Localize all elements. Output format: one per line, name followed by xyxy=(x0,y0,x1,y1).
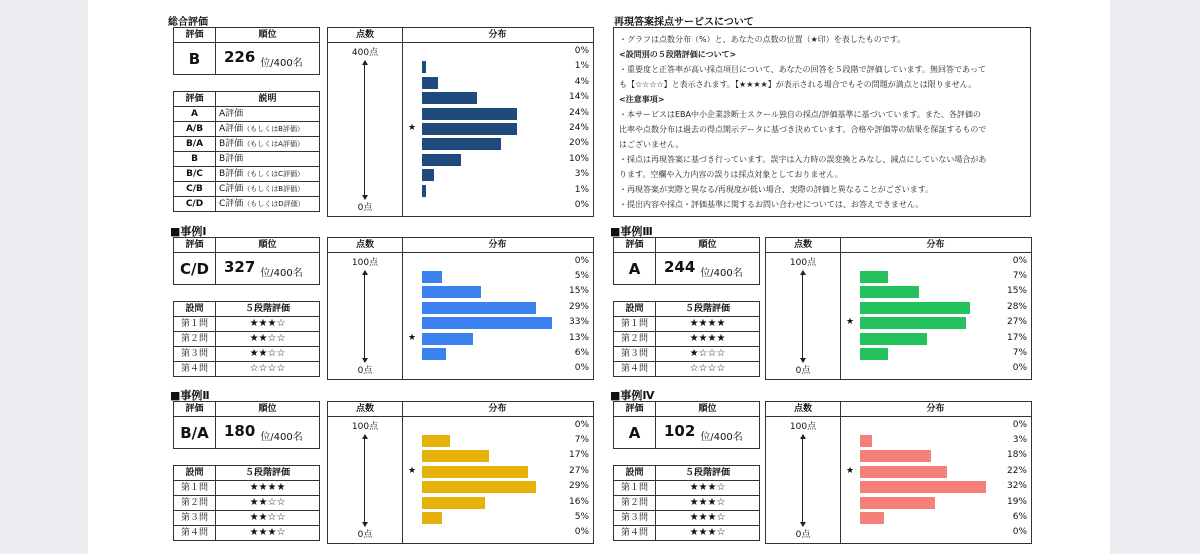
case-rank: 180 xyxy=(224,422,256,440)
grade-header: 評価 xyxy=(174,402,216,417)
score-header: 点数 xyxy=(328,238,402,253)
percent-label: 4% xyxy=(574,76,589,87)
score-axis-arrow xyxy=(802,271,803,362)
percent-label: 15% xyxy=(1006,286,1027,297)
question-header: 設問 xyxy=(174,466,216,481)
percent-label: 0% xyxy=(1012,363,1027,374)
percent-label: 3% xyxy=(1012,435,1027,446)
distribution-bar xyxy=(422,61,426,73)
distribution-bar xyxy=(422,286,481,298)
report-sheet xyxy=(88,0,1110,554)
distribution-bar xyxy=(860,333,927,345)
case-heading: ■事例Ⅱ xyxy=(170,389,210,402)
grade-legend-table xyxy=(173,91,320,212)
percent-label: 28% xyxy=(1006,301,1027,312)
your-score-marker: ★ xyxy=(846,317,855,328)
note-line: ります。空欄や入力内容の誤りは採点対象としておりません。 xyxy=(619,170,843,179)
question-stars: ☆☆☆☆ xyxy=(656,362,760,377)
case-grade-table xyxy=(173,401,320,449)
case-distribution-panel xyxy=(765,401,1032,544)
rank-header: 順位 xyxy=(216,402,320,417)
legend-desc: B評価（もしくはA評価） xyxy=(216,137,320,152)
question-header: 設問 xyxy=(614,302,656,317)
axis-bottom-label: 0点 xyxy=(795,530,811,540)
case-grade-table xyxy=(173,237,320,285)
axis-bottom-label: 0点 xyxy=(357,366,373,376)
legend-grade: B/C xyxy=(174,167,216,182)
distribution-bar xyxy=(422,466,528,478)
percent-label: 0% xyxy=(574,527,589,538)
legend-grade: A/B xyxy=(174,122,216,137)
distribution-bar xyxy=(422,92,477,104)
rating-header: ５段階評価 xyxy=(216,302,320,317)
distribution-header: 分布 xyxy=(840,238,1031,253)
distribution-header: 分布 xyxy=(402,402,593,417)
distribution-bar xyxy=(422,450,489,462)
question-stars: ★★★☆ xyxy=(216,526,320,541)
case-rank-cell xyxy=(656,253,760,285)
case-distribution-panel xyxy=(327,401,594,544)
rank-header: 順位 xyxy=(656,238,760,253)
percent-label: 24% xyxy=(568,123,589,133)
distribution-bar xyxy=(860,317,966,329)
distribution-bar xyxy=(422,169,434,181)
case-heading: ■事例Ⅲ xyxy=(610,225,653,238)
percent-label: 24% xyxy=(568,107,589,118)
distribution-bar xyxy=(860,497,935,509)
score-header: 点数 xyxy=(766,238,840,253)
rating-header: ５段階評価 xyxy=(656,302,760,317)
question-label: 第２問 xyxy=(174,332,216,347)
case-heading: ■事例Ⅰ xyxy=(170,225,207,238)
case-rank-suffix: 位/400名 xyxy=(260,268,303,279)
legend-desc: B評価 xyxy=(216,152,320,167)
question-label: 第４問 xyxy=(174,362,216,377)
distribution-bar xyxy=(422,108,517,120)
distribution-bar xyxy=(422,435,450,447)
legend-desc: C評価（もしくはD評価） xyxy=(216,197,320,212)
score-axis-arrow xyxy=(364,271,365,362)
question-stars: ★★☆☆ xyxy=(216,332,320,347)
percent-label: 0% xyxy=(574,255,589,266)
percent-label: 17% xyxy=(1006,332,1027,343)
case-rank: 327 xyxy=(224,258,256,276)
overall-rank: 226 xyxy=(224,48,256,66)
score-axis-arrow xyxy=(802,435,803,526)
percent-label: 0% xyxy=(1012,527,1027,538)
overall-distribution-panel xyxy=(327,27,594,217)
distribution-bar xyxy=(422,185,426,197)
question-stars: ★★★☆ xyxy=(656,481,760,496)
score-header: 点数 xyxy=(328,402,402,417)
grade-header: 評価 xyxy=(614,402,656,417)
grade-header: 評価 xyxy=(174,238,216,253)
percent-label: 0% xyxy=(1012,255,1027,266)
distribution-bar xyxy=(422,497,485,509)
question-label: 第１問 xyxy=(614,481,656,496)
question-stars: ★★★☆ xyxy=(656,526,760,541)
case-rank-cell xyxy=(216,253,320,285)
overall-grade: B xyxy=(174,43,216,75)
score-header: 点数 xyxy=(766,402,840,417)
overall-grade-table xyxy=(173,27,320,75)
question-label: 第２問 xyxy=(174,496,216,511)
percent-label: 1% xyxy=(574,184,589,195)
question-label: 第４問 xyxy=(614,526,656,541)
distribution-bar xyxy=(422,77,438,89)
legend-grade: C/D xyxy=(174,197,216,212)
case-distribution-panel xyxy=(765,237,1032,380)
distribution-bar xyxy=(422,333,473,345)
legend-grade: B/A xyxy=(174,137,216,152)
question-label: 第１問 xyxy=(174,481,216,496)
distribution-header: 分布 xyxy=(840,402,1031,417)
question-label: 第４問 xyxy=(174,526,216,541)
notes-box xyxy=(613,27,1031,217)
distribution-bar xyxy=(860,302,970,314)
percent-label: 19% xyxy=(1006,496,1027,507)
question-rating-table xyxy=(173,465,320,541)
axis-bottom-label: 0点 xyxy=(357,203,373,213)
legend-desc: C評価（もしくはB評価） xyxy=(216,182,320,197)
case-rank: 102 xyxy=(664,422,696,440)
rank-header: 順位 xyxy=(216,238,320,253)
percent-label: 0% xyxy=(574,200,589,211)
panel-divider xyxy=(402,28,403,216)
case-grade: A xyxy=(614,417,656,449)
axis-top-label: 100点 xyxy=(789,258,817,268)
distribution-bar xyxy=(860,286,919,298)
case-grade: B/A xyxy=(174,417,216,449)
distribution-bar xyxy=(422,348,446,360)
percent-label: 18% xyxy=(1006,450,1027,461)
case-grade-table xyxy=(613,401,760,449)
note-line: <設問別の５段階評価について> xyxy=(619,50,737,59)
distribution-bar xyxy=(860,466,947,478)
axis-top-label: 100点 xyxy=(789,422,817,432)
case-grade-table xyxy=(613,237,760,285)
percent-label: 10% xyxy=(568,153,589,164)
your-score-marker: ★ xyxy=(408,465,417,476)
axis-bottom-label: 0点 xyxy=(357,530,373,540)
case-rank: 244 xyxy=(664,258,696,276)
rating-header: ５段階評価 xyxy=(656,466,760,481)
distribution-bar xyxy=(422,512,442,524)
note-line: 比率や点数分布は過去の得点開示データに基づき決めています。合格や評価等の結果を保証するもので xyxy=(619,125,987,134)
case-grade: C/D xyxy=(174,253,216,285)
overall-rank-cell xyxy=(216,43,320,75)
note-line: ・提出内容や採点・評価基準に関するお問い合わせについては、お答えできません。 xyxy=(619,200,924,209)
distribution-header: 分布 xyxy=(402,28,593,43)
score-header: 点数 xyxy=(328,28,402,43)
percent-label: 22% xyxy=(1006,465,1027,476)
case-rank-suffix: 位/400名 xyxy=(260,432,303,443)
question-stars: ★★☆☆ xyxy=(216,511,320,526)
distribution-bar xyxy=(860,512,884,524)
percent-label: 33% xyxy=(568,317,589,328)
question-label: 第２問 xyxy=(614,332,656,347)
percent-label: 32% xyxy=(1006,481,1027,492)
distribution-bar xyxy=(422,138,501,150)
percent-label: 29% xyxy=(568,301,589,312)
distribution-bar xyxy=(422,271,442,283)
percent-label: 6% xyxy=(574,347,589,358)
axis-bottom-label: 0点 xyxy=(795,366,811,376)
case-rank-cell xyxy=(216,417,320,449)
question-stars: ★★★★ xyxy=(216,481,320,496)
question-rating-table xyxy=(613,301,760,377)
grade-header: 評価 xyxy=(614,238,656,253)
distribution-bar xyxy=(422,481,536,493)
question-label: 第３問 xyxy=(614,347,656,362)
percent-label: 27% xyxy=(568,465,589,476)
question-stars: ★★★★ xyxy=(656,317,760,332)
percent-label: 29% xyxy=(568,481,589,492)
question-stars: ☆☆☆☆ xyxy=(216,362,320,377)
distribution-bar xyxy=(422,317,552,329)
percent-label: 5% xyxy=(574,511,589,522)
question-rating-table xyxy=(613,465,760,541)
question-label: 第３問 xyxy=(174,347,216,362)
legend-desc: A評価 xyxy=(216,107,320,122)
rank-header: 順位 xyxy=(216,28,320,43)
rating-header: ５段階評価 xyxy=(216,466,320,481)
question-stars: ★★★☆ xyxy=(216,317,320,332)
case-grade: A xyxy=(614,253,656,285)
percent-label: 7% xyxy=(574,435,589,446)
axis-top-label: 100点 xyxy=(351,258,379,268)
question-stars: ★★☆☆ xyxy=(216,496,320,511)
note-line: も【☆☆☆☆】と表示されます。【★★★★】が表示される場合でもその問題が満点とは限りません。 xyxy=(619,80,977,89)
score-axis-arrow xyxy=(364,435,365,526)
percent-label: 0% xyxy=(574,45,589,56)
question-label: 第２問 xyxy=(614,496,656,511)
distribution-bar xyxy=(422,123,517,135)
your-score-marker: ★ xyxy=(846,465,855,476)
percent-label: 1% xyxy=(574,61,589,72)
percent-label: 13% xyxy=(568,332,589,343)
case-rank-cell xyxy=(656,417,760,449)
question-label: 第３問 xyxy=(174,511,216,526)
rank-header: 順位 xyxy=(656,402,760,417)
percent-label: 20% xyxy=(568,138,589,149)
question-stars: ★★★★ xyxy=(656,332,760,347)
distribution-bar xyxy=(860,271,888,283)
percent-label: 27% xyxy=(1006,317,1027,328)
panel-divider xyxy=(402,238,403,379)
question-stars: ★★★☆ xyxy=(656,511,760,526)
grade-header: 評価 xyxy=(174,28,216,43)
question-stars: ★☆☆☆ xyxy=(656,347,760,362)
case-rank-suffix: 位/400名 xyxy=(700,268,743,279)
percent-label: 0% xyxy=(574,363,589,374)
distribution-header: 分布 xyxy=(402,238,593,253)
percent-label: 7% xyxy=(1012,271,1027,282)
case-rank-suffix: 位/400名 xyxy=(700,432,743,443)
note-line: ・採点は再現答案に基づき行っています。誤字は入力時の誤変換とみなし、減点にしていない場合があ xyxy=(619,155,987,164)
distribution-bar xyxy=(860,435,872,447)
legend-grade: B xyxy=(174,152,216,167)
question-header: 設問 xyxy=(614,466,656,481)
percent-label: 17% xyxy=(568,450,589,461)
distribution-bar xyxy=(422,154,461,166)
axis-top-label: 100点 xyxy=(351,422,379,432)
question-rating-table xyxy=(173,301,320,377)
distribution-bar xyxy=(422,302,536,314)
question-stars: ★★★☆ xyxy=(656,496,760,511)
question-label: 第１問 xyxy=(614,317,656,332)
note-line: ・重要度と正答率が高い採点項目について、あなたの回答を５段階で評価しています。無回答であって xyxy=(619,65,986,74)
your-score-marker: ★ xyxy=(408,123,417,133)
percent-label: 3% xyxy=(574,169,589,180)
overall-rank-suffix: 位/400名 xyxy=(260,58,303,69)
score-axis-arrow xyxy=(364,61,365,199)
your-score-marker: ★ xyxy=(408,332,417,343)
legend-grade: A xyxy=(174,107,216,122)
overall-heading: 総合評価 xyxy=(168,17,208,28)
percent-label: 0% xyxy=(1012,419,1027,430)
question-stars: ★★☆☆ xyxy=(216,347,320,362)
note-line: ・再現答案が実際と異なる/再現度が低い場合、実際の評価と異なることがございます。 xyxy=(619,185,934,194)
legend-grade: C/B xyxy=(174,182,216,197)
percent-label: 15% xyxy=(568,286,589,297)
question-label: 第１問 xyxy=(174,317,216,332)
percent-label: 7% xyxy=(1012,347,1027,358)
percent-label: 6% xyxy=(1012,511,1027,522)
percent-label: 14% xyxy=(568,92,589,103)
case-heading: ■事例Ⅳ xyxy=(610,389,655,402)
panel-divider xyxy=(840,402,841,543)
panel-divider xyxy=(402,402,403,543)
note-line: はございません。 xyxy=(619,140,684,149)
distribution-bar xyxy=(860,481,986,493)
percent-label: 0% xyxy=(574,419,589,430)
percent-label: 16% xyxy=(568,496,589,507)
percent-label: 5% xyxy=(574,271,589,282)
note-line: ・グラフは点数分布（%）と、あなたの点数の位置（★印）を表したものです。 xyxy=(619,35,906,44)
notes-heading: 再現答案採点サービスについて xyxy=(614,17,754,28)
question-label: 第４問 xyxy=(614,362,656,377)
case-distribution-panel xyxy=(327,237,594,380)
legend-grade-header: 評価 xyxy=(174,92,216,107)
legend-desc: A評価（もしくはB評価） xyxy=(216,122,320,137)
legend-desc-header: 説明 xyxy=(216,92,320,107)
note-line: <注意事項> xyxy=(619,95,665,104)
question-header: 設問 xyxy=(174,302,216,317)
panel-divider xyxy=(840,238,841,379)
axis-top-label: 400点 xyxy=(351,48,379,58)
question-label: 第３問 xyxy=(614,511,656,526)
legend-desc: B評価（もしくはC評価） xyxy=(216,167,320,182)
distribution-bar xyxy=(860,450,931,462)
distribution-bar xyxy=(860,348,888,360)
note-line: ・本サービスはEBA中小企業診断士スクール独自の採点/評価基準に基づいています。また、各評価の xyxy=(619,110,981,119)
